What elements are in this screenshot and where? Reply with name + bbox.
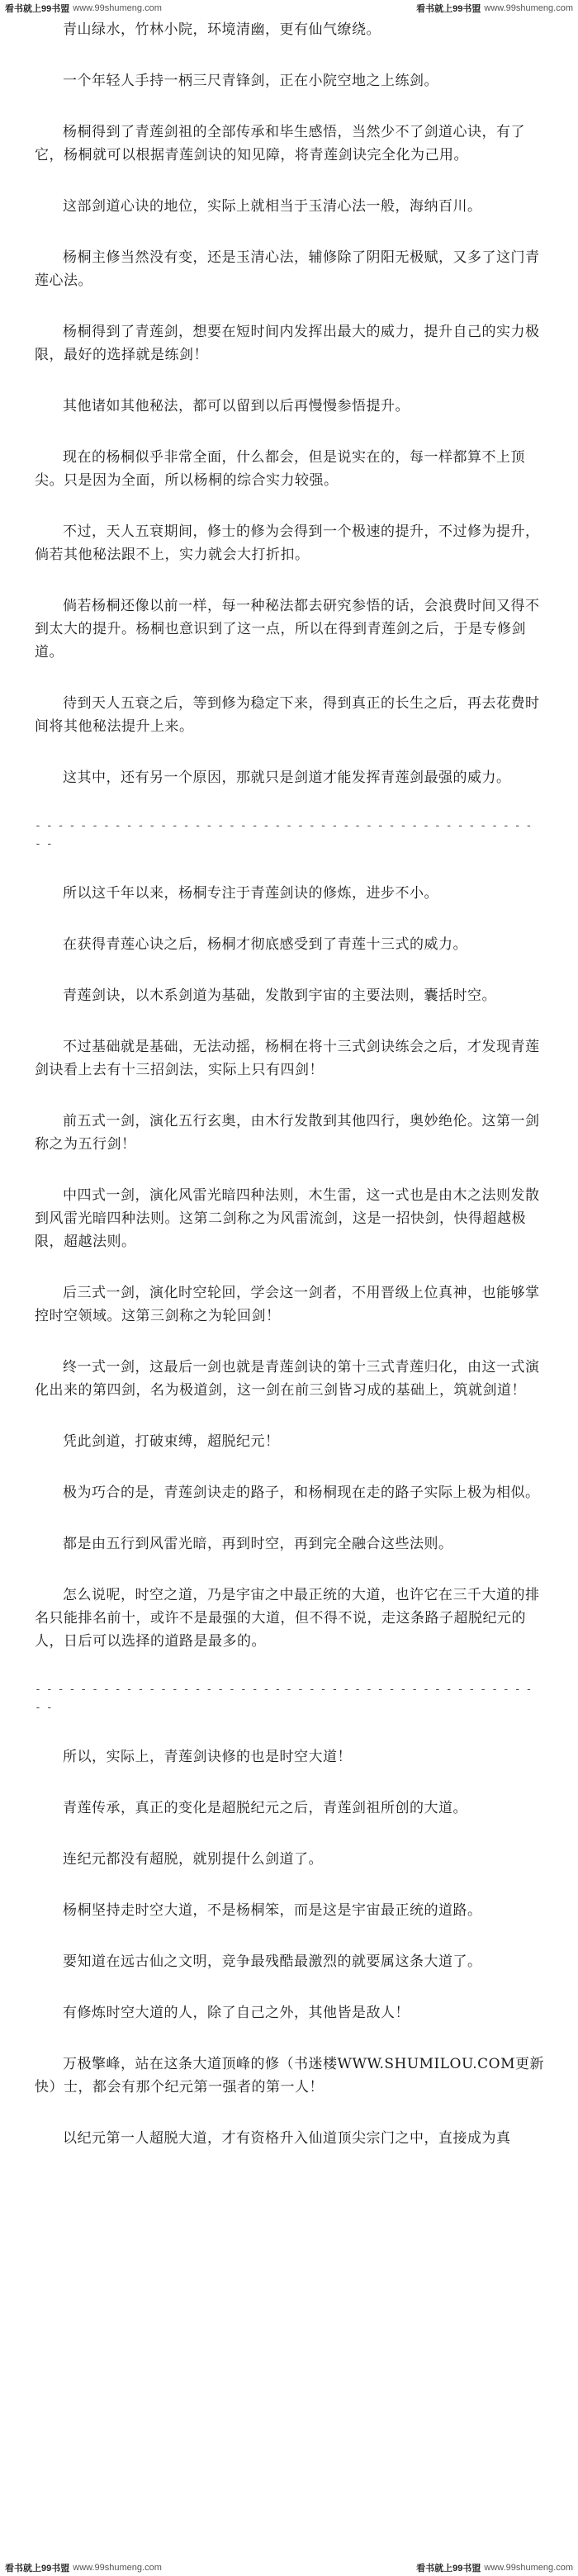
paragraph: 其他诸如其他秘法，都可以留到以后再慢慢参悟提升。 (63, 398, 410, 414)
paragraph: 凭此剑道，打破束缚，超脱纪元！ (63, 1433, 280, 1450)
paragraph: 所以，实际上，青莲剑诀修的也是时空大道！ (63, 1749, 352, 1765)
paragraph: 在获得青莲心诀之后，杨桐才彻底感受到了青莲十三式的威力。 (63, 936, 467, 953)
paragraph: 不过，天人五衰期间，修士的修为会得到一个极速的提升，不过修为提升，倘若其他秘法跟不上，实力就会大打折扣。 (35, 523, 540, 563)
paragraph: 终一式一剑，这最后一剑也就是青莲剑诀的第十三式青莲归化，由这一式演化出来的第四剑，名为极道剑，这一剑在前三剑皆习成的基础上，筑就剑道！ (35, 1359, 540, 1399)
header-brand-right: 看书就上99书盟 (416, 4, 481, 14)
paragraph: 要知道在远古仙之文明，竞争最残酷最激烈的就要属这条大道了。 (63, 1953, 482, 1970)
paragraph: 都是由五行到风雷光暗，再到时空，再到完全融合这些法则。 (63, 1536, 453, 1552)
paragraph: 青莲传承，真正的变化是超脱纪元之后，青莲剑祖所创的大道。 (63, 1800, 467, 1816)
section-divider: ---------------------------------------------- (35, 820, 538, 850)
page-footer (0, 2559, 578, 2576)
header-url-left[interactable]: www.99shumeng.com (73, 3, 162, 13)
paragraph: 这部剑道心诀的地位，实际上就相当于玉清心法一般，海纳百川。 (63, 198, 482, 215)
paragraph: 杨桐得到了青莲剑，想要在短时间内发挥出最大的威力，提升自己的实力极限，最好的选择就是练剑！ (35, 324, 540, 363)
paragraph: 怎么说呢，时空之道，乃是宇宙之中最正统的大道，也许它在三千大道的排名只能排名前十，或许不是最强的大道，但不得不说，走这条路子超脱纪元的人，日后可以选择的道路是最多的。 (35, 1587, 540, 1650)
paragraph: 以纪元第一人超脱大道，才有资格升入仙道顶尖宗门之中，直接成为真 (63, 2130, 511, 2147)
section-divider: ---------------------------------------------- (35, 1683, 538, 1714)
paragraph: 杨桐主修当然没有变，还是玉清心法，辅修除了阴阳无极赋，又多了这门青莲心法。 (35, 249, 540, 289)
paragraph: 待到天人五衰之后，等到修为稳定下来，得到真正的长生之后，再去花费时间将其他秘法提升上来。 (35, 695, 540, 735)
paragraph: 青莲剑诀，以木系剑道为基础，发散到宇宙的主要法则，囊括时空。 (63, 987, 496, 1004)
paragraph: 这其中，还有另一个原因，那就只是剑道才能发挥青莲剑最强的威力。 (63, 769, 511, 786)
paragraph: 不过基础就是基础，无法动摇，杨桐在将十三式剑诀练会之后，才发现青莲剑诀看上去有十三招剑法，实际上只有四剑！ (35, 1039, 540, 1078)
header-brand-left: 看书就上99书盟 (5, 4, 70, 14)
paragraph: 后三式一剑，演化时空轮回，学会这一剑者，不用晋级上位真神，也能够掌控时空领域。这第三剑称之为轮回剑！ (35, 1285, 540, 1324)
paragraph: 现在的杨桐似乎非常全面，什么都会，但是说实在的，每一样都算不上顶尖。只是因为全面，所以杨桐的综合实力较强。 (35, 449, 525, 489)
paragraph: 青山绿水，竹林小院，环境清幽，更有仙气缭绕。 (63, 21, 381, 38)
paragraph: 杨桐坚持走时空大道，不是杨桐笨，而是这是宇宙最正统的道路。 (63, 1902, 482, 1919)
paragraph: 一个年轻人手持一柄三尺青锋剑，正在小院空地之上练剑。 (63, 73, 438, 89)
paragraph: 前五式一剑，演化五行玄奥，由木行发散到其他四行，奥妙绝伦。这第一剑称之为五行剑！ (35, 1113, 540, 1153)
paragraph: 中四式一剑，演化风雷光暗四种法则，木生雷，这一式也是由木之法则发散到风雷光暗四种法则。这第二剑称之为风雷流剑，这是一招快剑，快得超越极限，超越法则。 (35, 1187, 540, 1250)
footer-url-right[interactable]: www.99shumeng.com (484, 2563, 573, 2573)
footer-url-left[interactable]: www.99shumeng.com (73, 2563, 162, 2573)
paragraph: 连纪元都没有超脱，就别提什么剑道了。 (63, 1851, 323, 1868)
footer-brand-right: 看书就上99书盟 (416, 2564, 481, 2574)
chapter-body (35, 18, 547, 2556)
paragraph: 所以这千年以来，杨桐专注于青莲剑诀的修炼，进步不小。 (63, 885, 438, 902)
paragraph: 杨桐得到了青莲剑祖的全部传承和毕生感悟，当然少不了剑道心诀，有了它，杨桐就可以根据青莲剑诀的知见障，将青莲剑诀完全化为己用。 (35, 124, 525, 163)
header-right (416, 2, 573, 15)
paragraph: 万极擎峰，站在这条大道顶峰的修（书迷楼WWW.SHUMILOU.COM更新快）士，都会有那个纪元第一强者的第一人！ (35, 2056, 545, 2095)
footer-left (5, 2561, 162, 2574)
paragraph: 有修炼时空大道的人，除了自己之外，其他皆是敌人！ (63, 2005, 410, 2021)
footer-right (416, 2561, 573, 2574)
footer-brand-left: 看书就上99书盟 (5, 2564, 70, 2574)
paragraph: 极为巧合的是，青莲剑诀走的路子，和杨桐现在走的路子实际上极为相似。 (63, 1485, 540, 1501)
paragraph: 倘若杨桐还像以前一样，每一种秘法都去研究参悟的话，会浪费时间又得不到太大的提升。杨桐也意识到了这一点，所以在得到青莲剑之后，于是专修剑道。 (35, 598, 540, 661)
header-url-right[interactable]: www.99shumeng.com (484, 3, 573, 13)
page-header (0, 0, 578, 17)
header-left (5, 2, 162, 15)
